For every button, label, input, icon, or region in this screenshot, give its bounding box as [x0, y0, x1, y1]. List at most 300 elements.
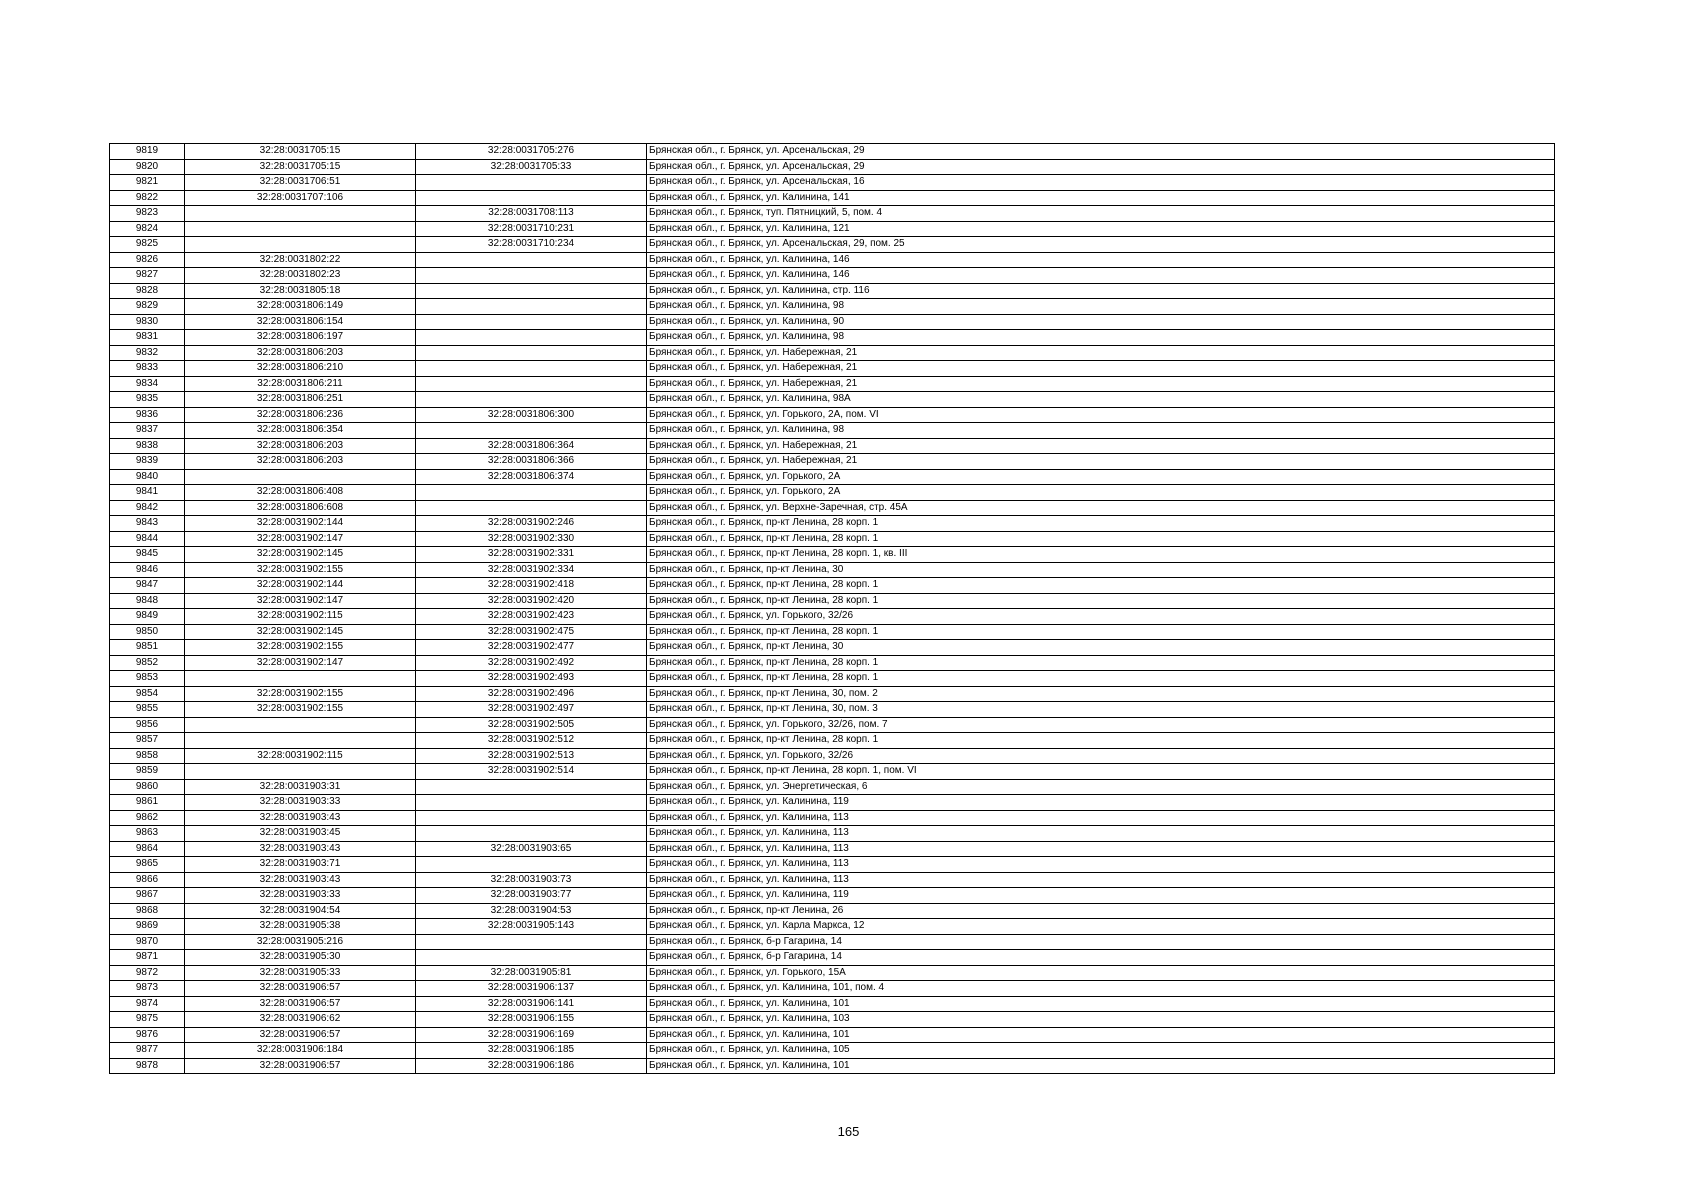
parent-cadastral-number-cell: 32:28:0031806:149: [185, 299, 416, 315]
cadastral-number-cell: 32:28:0031906:169: [416, 1027, 647, 1043]
parent-cadastral-number-cell: [185, 764, 416, 780]
table-row: [110, 516, 1555, 532]
parent-cadastral-number-cell: 32:28:0031902:144: [185, 516, 416, 532]
parent-cadastral-number-cell: 32:28:0031902:145: [185, 547, 416, 563]
cadastral-number-cell: [416, 950, 647, 966]
parent-cadastral-number-cell: 32:28:0031903:43: [185, 810, 416, 826]
row-number-cell: 9876: [110, 1027, 185, 1043]
table-row: [110, 872, 1555, 888]
cadastral-number-cell: 32:28:0031902:330: [416, 531, 647, 547]
table-row: [110, 299, 1555, 315]
cadastral-number-cell: [416, 268, 647, 284]
row-number-cell: 9845: [110, 547, 185, 563]
row-number-cell: 9824: [110, 221, 185, 237]
row-number-cell: 9847: [110, 578, 185, 594]
address-cell: Брянская обл., г. Брянск, ул. Набережная, 21: [647, 361, 1555, 377]
row-number-cell: 9857: [110, 733, 185, 749]
row-number-cell: 9822: [110, 190, 185, 206]
row-number-cell: 9823: [110, 206, 185, 222]
address-cell: Брянская обл., г. Брянск, пр-кт Ленина, 28 корп. 1, кв. III: [647, 547, 1555, 563]
parent-cadastral-number-cell: 32:28:0031902:115: [185, 748, 416, 764]
table-row: [110, 857, 1555, 873]
table-row: [110, 965, 1555, 981]
parent-cadastral-number-cell: 32:28:0031902:145: [185, 624, 416, 640]
cadastral-number-cell: 32:28:0031906:185: [416, 1043, 647, 1059]
table-row: [110, 640, 1555, 656]
table-row: [110, 1043, 1555, 1059]
row-number-cell: 9856: [110, 717, 185, 733]
row-number-cell: 9855: [110, 702, 185, 718]
row-number-cell: 9863: [110, 826, 185, 842]
parent-cadastral-number-cell: 32:28:0031902:155: [185, 640, 416, 656]
parent-cadastral-number-cell: 32:28:0031903:33: [185, 795, 416, 811]
address-cell: Брянская обл., г. Брянск, ул. Калинина, 98А: [647, 392, 1555, 408]
parent-cadastral-number-cell: 32:28:0031805:18: [185, 283, 416, 299]
address-cell: Брянская обл., г. Брянск, ул. Горького, 15А: [647, 965, 1555, 981]
table-row: [110, 190, 1555, 206]
row-number-cell: 9862: [110, 810, 185, 826]
address-cell: Брянская обл., г. Брянск, ул. Калинина, 113: [647, 810, 1555, 826]
parent-cadastral-number-cell: 32:28:0031902:147: [185, 531, 416, 547]
cadastral-number-cell: 32:28:0031902:418: [416, 578, 647, 594]
cadastral-number-cell: [416, 330, 647, 346]
cadastral-number-cell: 32:28:0031902:423: [416, 609, 647, 625]
address-cell: Брянская обл., г. Брянск, ул. Набережная, 21: [647, 345, 1555, 361]
parent-cadastral-number-cell: 32:28:0031705:15: [185, 159, 416, 175]
cadastral-number-cell: [416, 314, 647, 330]
cadastral-number-cell: 32:28:0031905:81: [416, 965, 647, 981]
parent-cadastral-number-cell: 32:28:0031806:210: [185, 361, 416, 377]
row-number-cell: 9848: [110, 593, 185, 609]
parent-cadastral-number-cell: [185, 671, 416, 687]
address-cell: Брянская обл., г. Брянск, ул. Энергетическая, 6: [647, 779, 1555, 795]
row-number-cell: 9875: [110, 1012, 185, 1028]
parent-cadastral-number-cell: 32:28:0031906:57: [185, 1027, 416, 1043]
parent-cadastral-number-cell: [185, 221, 416, 237]
parent-cadastral-number-cell: 32:28:0031802:23: [185, 268, 416, 284]
row-number-cell: 9864: [110, 841, 185, 857]
page-number: 165: [837, 1124, 860, 1139]
row-number-cell: 9853: [110, 671, 185, 687]
table-row: [110, 500, 1555, 516]
row-number-cell: 9840: [110, 469, 185, 485]
parent-cadastral-number-cell: 32:28:0031806:197: [185, 330, 416, 346]
row-number-cell: 9836: [110, 407, 185, 423]
parent-cadastral-number-cell: [185, 469, 416, 485]
cadastral-number-cell: 32:28:0031902:477: [416, 640, 647, 656]
parent-cadastral-number-cell: 32:28:0031903:45: [185, 826, 416, 842]
parent-cadastral-number-cell: 32:28:0031806:203: [185, 345, 416, 361]
row-number-cell: 9867: [110, 888, 185, 904]
parent-cadastral-number-cell: 32:28:0031902:155: [185, 562, 416, 578]
parent-cadastral-number-cell: 32:28:0031806:608: [185, 500, 416, 516]
table-row: [110, 1012, 1555, 1028]
parent-cadastral-number-cell: 32:28:0031906:184: [185, 1043, 416, 1059]
address-cell: Брянская обл., г. Брянск, пр-кт Ленина, 28 корп. 1: [647, 516, 1555, 532]
cadastral-number-cell: [416, 826, 647, 842]
cadastral-number-cell: [416, 361, 647, 377]
parent-cadastral-number-cell: 32:28:0031903:33: [185, 888, 416, 904]
table-row: [110, 624, 1555, 640]
address-cell: Брянская обл., г. Брянск, ул. Калинина, 90: [647, 314, 1555, 330]
parent-cadastral-number-cell: [185, 237, 416, 253]
cadastral-number-cell: 32:28:0031902:493: [416, 671, 647, 687]
table-row: [110, 655, 1555, 671]
parent-cadastral-number-cell: 32:28:0031902:155: [185, 686, 416, 702]
address-cell: Брянская обл., г. Брянск, пр-кт Ленина, 30: [647, 640, 1555, 656]
parent-cadastral-number-cell: 32:28:0031905:216: [185, 934, 416, 950]
parent-cadastral-number-cell: 32:28:0031806:236: [185, 407, 416, 423]
cadastral-number-cell: [416, 190, 647, 206]
parent-cadastral-number-cell: 32:28:0031902:147: [185, 593, 416, 609]
row-number-cell: 9844: [110, 531, 185, 547]
row-number-cell: 9860: [110, 779, 185, 795]
cadastral-number-cell: [416, 392, 647, 408]
table-row: [110, 268, 1555, 284]
row-number-cell: 9832: [110, 345, 185, 361]
address-cell: Брянская обл., г. Брянск, ул. Калинина, 98: [647, 299, 1555, 315]
address-cell: Брянская обл., г. Брянск, пр-кт Ленина, 26: [647, 903, 1555, 919]
parent-cadastral-number-cell: 32:28:0031806:154: [185, 314, 416, 330]
table-row: [110, 733, 1555, 749]
table-row: [110, 376, 1555, 392]
cadastral-number-cell: 32:28:0031906:155: [416, 1012, 647, 1028]
parent-cadastral-number-cell: [185, 733, 416, 749]
row-number-cell: 9831: [110, 330, 185, 346]
table-row: [110, 934, 1555, 950]
cadastral-number-cell: [416, 283, 647, 299]
cadastral-number-cell: 32:28:0031806:300: [416, 407, 647, 423]
row-number-cell: 9861: [110, 795, 185, 811]
parent-cadastral-number-cell: [185, 717, 416, 733]
cadastral-number-cell: 32:28:0031902:420: [416, 593, 647, 609]
parent-cadastral-number-cell: 32:28:0031806:354: [185, 423, 416, 439]
table-row: [110, 237, 1555, 253]
address-cell: Брянская обл., г. Брянск, ул. Калинина, стр. 116: [647, 283, 1555, 299]
parent-cadastral-number-cell: 32:28:0031707:106: [185, 190, 416, 206]
address-cell: Брянская обл., г. Брянск, ул. Арсенальская, 16: [647, 175, 1555, 191]
table-row: [110, 330, 1555, 346]
parent-cadastral-number-cell: 32:28:0031905:38: [185, 919, 416, 935]
address-cell: Брянская обл., г. Брянск, пр-кт Ленина, 28 корп. 1: [647, 578, 1555, 594]
address-cell: Брянская обл., г. Брянск, ул. Набережная, 21: [647, 454, 1555, 470]
table-row: [110, 686, 1555, 702]
row-number-cell: 9872: [110, 965, 185, 981]
cadastral-number-cell: 32:28:0031902:505: [416, 717, 647, 733]
row-number-cell: 9852: [110, 655, 185, 671]
cadastral-number-cell: 32:28:0031902:497: [416, 702, 647, 718]
table-row: [110, 423, 1555, 439]
row-number-cell: 9866: [110, 872, 185, 888]
address-cell: Брянская обл., г. Брянск, б-р Гагарина, 14: [647, 934, 1555, 950]
parent-cadastral-number-cell: 32:28:0031906:57: [185, 996, 416, 1012]
cadastral-number-cell: 32:28:0031806:374: [416, 469, 647, 485]
address-cell: Брянская обл., г. Брянск, пр-кт Ленина, 28 корп. 1: [647, 655, 1555, 671]
cadastral-number-cell: 32:28:0031903:65: [416, 841, 647, 857]
row-number-cell: 9878: [110, 1058, 185, 1074]
row-number-cell: 9839: [110, 454, 185, 470]
address-cell: Брянская обл., г. Брянск, пр-кт Ленина, 30, пом. 3: [647, 702, 1555, 718]
row-number-cell: 9834: [110, 376, 185, 392]
cadastral-number-cell: [416, 252, 647, 268]
cadastral-number-cell: [416, 779, 647, 795]
address-cell: Брянская обл., г. Брянск, ул. Горького, 32/26, пом. 7: [647, 717, 1555, 733]
cadastral-number-cell: [416, 175, 647, 191]
parent-cadastral-number-cell: 32:28:0031903:31: [185, 779, 416, 795]
table-row: [110, 888, 1555, 904]
parent-cadastral-number-cell: 32:28:0031806:211: [185, 376, 416, 392]
address-cell: Брянская обл., г. Брянск, ул. Калинина, 113: [647, 841, 1555, 857]
row-number-cell: 9833: [110, 361, 185, 377]
cadastral-number-cell: 32:28:0031806:364: [416, 438, 647, 454]
cadastral-number-cell: 32:28:0031902:496: [416, 686, 647, 702]
address-cell: Брянская обл., г. Брянск, ул. Калинина, 113: [647, 857, 1555, 873]
table-row: [110, 1027, 1555, 1043]
address-cell: Брянская обл., г. Брянск, пр-кт Ленина, 28 корп. 1: [647, 624, 1555, 640]
table-row: [110, 314, 1555, 330]
cadastral-number-cell: 32:28:0031902:513: [416, 748, 647, 764]
table-row: [110, 562, 1555, 578]
cadastral-number-cell: [416, 500, 647, 516]
row-number-cell: 9851: [110, 640, 185, 656]
table-row: [110, 407, 1555, 423]
cadastral-number-cell: [416, 299, 647, 315]
row-number-cell: 9871: [110, 950, 185, 966]
cadastral-number-cell: [416, 810, 647, 826]
row-number-cell: 9877: [110, 1043, 185, 1059]
row-number-cell: 9838: [110, 438, 185, 454]
address-cell: Брянская обл., г. Брянск, ул. Калинина, 101: [647, 1058, 1555, 1074]
cadastral-number-cell: 32:28:0031708:113: [416, 206, 647, 222]
table-row: [110, 547, 1555, 563]
address-cell: Брянская обл., г. Брянск, ул. Арсенальская, 29: [647, 144, 1555, 160]
cadastral-number-cell: 32:28:0031903:77: [416, 888, 647, 904]
table-row: [110, 392, 1555, 408]
parent-cadastral-number-cell: 32:28:0031802:22: [185, 252, 416, 268]
table-row: [110, 748, 1555, 764]
row-number-cell: 9837: [110, 423, 185, 439]
table-row: [110, 175, 1555, 191]
table-row: [110, 144, 1555, 160]
cadastral-number-cell: 32:28:0031905:143: [416, 919, 647, 935]
cadastral-number-cell: 32:28:0031705:276: [416, 144, 647, 160]
address-cell: Брянская обл., г. Брянск, ул. Калинина, 113: [647, 872, 1555, 888]
parent-cadastral-number-cell: 32:28:0031903:71: [185, 857, 416, 873]
table-row: [110, 252, 1555, 268]
address-cell: Брянская обл., г. Брянск, ул. Арсенальская, 29: [647, 159, 1555, 175]
address-cell: Брянская обл., г. Брянск, ул. Калинина, 146: [647, 268, 1555, 284]
table-row: [110, 903, 1555, 919]
table-row: [110, 795, 1555, 811]
row-number-cell: 9819: [110, 144, 185, 160]
table-row: [110, 593, 1555, 609]
table-row: [110, 283, 1555, 299]
address-cell: Брянская обл., г. Брянск, пр-кт Ленина, 28 корп. 1, пом. VI: [647, 764, 1555, 780]
address-cell: Брянская обл., г. Брянск, ул. Калинина, 121: [647, 221, 1555, 237]
table-row: [110, 826, 1555, 842]
cadastral-number-cell: 32:28:0031906:141: [416, 996, 647, 1012]
parent-cadastral-number-cell: 32:28:0031806:203: [185, 454, 416, 470]
cadastral-number-cell: 32:28:0031904:53: [416, 903, 647, 919]
address-cell: Брянская обл., г. Брянск, ул. Горького, 2А: [647, 469, 1555, 485]
address-cell: Брянская обл., г. Брянск, ул. Калинина, 101, пом. 4: [647, 981, 1555, 997]
address-cell: Брянская обл., г. Брянск, ул. Калинина, 103: [647, 1012, 1555, 1028]
table-row: [110, 919, 1555, 935]
cadastral-number-cell: 32:28:0031902:512: [416, 733, 647, 749]
table-row: [110, 717, 1555, 733]
cadastral-number-cell: [416, 934, 647, 950]
parent-cadastral-number-cell: 32:28:0031902:155: [185, 702, 416, 718]
row-number-cell: 9841: [110, 485, 185, 501]
row-number-cell: 9825: [110, 237, 185, 253]
table-row: [110, 454, 1555, 470]
row-number-cell: 9843: [110, 516, 185, 532]
parent-cadastral-number-cell: 32:28:0031905:33: [185, 965, 416, 981]
address-cell: Брянская обл., г. Брянск, пр-кт Ленина, 28 корп. 1: [647, 671, 1555, 687]
parent-cadastral-number-cell: 32:28:0031902:115: [185, 609, 416, 625]
parent-cadastral-number-cell: [185, 206, 416, 222]
row-number-cell: 9865: [110, 857, 185, 873]
cadastral-number-cell: 32:28:0031903:73: [416, 872, 647, 888]
row-number-cell: 9870: [110, 934, 185, 950]
row-number-cell: 9827: [110, 268, 185, 284]
cadastral-number-cell: 32:28:0031902:246: [416, 516, 647, 532]
parent-cadastral-number-cell: 32:28:0031706:51: [185, 175, 416, 191]
row-number-cell: 9826: [110, 252, 185, 268]
table-body: [110, 144, 1555, 1074]
address-cell: Брянская обл., г. Брянск, ул. Калинина, 105: [647, 1043, 1555, 1059]
address-cell: Брянская обл., г. Брянск, ул. Горького, 2А: [647, 485, 1555, 501]
address-cell: Брянская обл., г. Брянск, ул. Калинина, 113: [647, 826, 1555, 842]
row-number-cell: 9830: [110, 314, 185, 330]
parent-cadastral-number-cell: 32:28:0031806:251: [185, 392, 416, 408]
cadastral-number-cell: 32:28:0031902:475: [416, 624, 647, 640]
cadastral-number-cell: 32:28:0031906:137: [416, 981, 647, 997]
cadastral-number-cell: [416, 795, 647, 811]
parent-cadastral-number-cell: 32:28:0031806:203: [185, 438, 416, 454]
parent-cadastral-number-cell: 32:28:0031705:15: [185, 144, 416, 160]
row-number-cell: 9859: [110, 764, 185, 780]
address-cell: Брянская обл., г. Брянск, б-р Гагарина, 14: [647, 950, 1555, 966]
address-cell: Брянская обл., г. Брянск, ул. Карла Маркса, 12: [647, 919, 1555, 935]
cadastral-number-cell: 32:28:0031705:33: [416, 159, 647, 175]
address-cell: Брянская обл., г. Брянск, ул. Горького, 32/26: [647, 609, 1555, 625]
table-row: [110, 1058, 1555, 1074]
table-row: [110, 810, 1555, 826]
cadastral-number-cell: 32:28:0031902:334: [416, 562, 647, 578]
cadastral-number-cell: 32:28:0031710:234: [416, 237, 647, 253]
row-number-cell: 9828: [110, 283, 185, 299]
address-cell: Брянская обл., г. Брянск, ул. Калинина, 141: [647, 190, 1555, 206]
address-cell: Брянская обл., г. Брянск, ул. Арсенальская, 29, пом. 25: [647, 237, 1555, 253]
table-row: [110, 206, 1555, 222]
records-table: [109, 143, 1555, 1074]
table-row: [110, 221, 1555, 237]
row-number-cell: 9849: [110, 609, 185, 625]
row-number-cell: 9874: [110, 996, 185, 1012]
parent-cadastral-number-cell: 32:28:0031903:43: [185, 872, 416, 888]
address-cell: Брянская обл., г. Брянск, ул. Верхне-Заречная, стр. 45А: [647, 500, 1555, 516]
table-row: [110, 578, 1555, 594]
row-number-cell: 9821: [110, 175, 185, 191]
parent-cadastral-number-cell: 32:28:0031806:408: [185, 485, 416, 501]
cadastral-number-cell: [416, 376, 647, 392]
address-cell: Брянская обл., г. Брянск, пр-кт Ленина, 30, пом. 2: [647, 686, 1555, 702]
table-row: [110, 671, 1555, 687]
cadastral-number-cell: [416, 345, 647, 361]
address-cell: Брянская обл., г. Брянск, ул. Калинина, 101: [647, 996, 1555, 1012]
cadastral-number-cell: 32:28:0031906:186: [416, 1058, 647, 1074]
row-number-cell: 9873: [110, 981, 185, 997]
address-cell: Брянская обл., г. Брянск, пр-кт Ленина, 30: [647, 562, 1555, 578]
table-row: [110, 996, 1555, 1012]
address-cell: Брянская обл., г. Брянск, ул. Калинина, 146: [647, 252, 1555, 268]
address-cell: Брянская обл., г. Брянск, ул. Калинина, 101: [647, 1027, 1555, 1043]
parent-cadastral-number-cell: 32:28:0031902:147: [185, 655, 416, 671]
parent-cadastral-number-cell: 32:28:0031906:57: [185, 981, 416, 997]
table-row: [110, 485, 1555, 501]
table-row: [110, 779, 1555, 795]
address-cell: Брянская обл., г. Брянск, ул. Калинина, 98: [647, 330, 1555, 346]
cadastral-number-cell: [416, 485, 647, 501]
table-row: [110, 469, 1555, 485]
row-number-cell: 9835: [110, 392, 185, 408]
cadastral-number-cell: 32:28:0031902:492: [416, 655, 647, 671]
address-cell: Брянская обл., г. Брянск, ул. Калинина, 119: [647, 795, 1555, 811]
parent-cadastral-number-cell: 32:28:0031906:57: [185, 1058, 416, 1074]
address-cell: Брянская обл., г. Брянск, ул. Набережная, 21: [647, 438, 1555, 454]
row-number-cell: 9846: [110, 562, 185, 578]
table-row: [110, 841, 1555, 857]
parent-cadastral-number-cell: 32:28:0031905:30: [185, 950, 416, 966]
row-number-cell: 9829: [110, 299, 185, 315]
table-row: [110, 609, 1555, 625]
table-row: [110, 702, 1555, 718]
row-number-cell: 9820: [110, 159, 185, 175]
row-number-cell: 9842: [110, 500, 185, 516]
cadastral-number-cell: [416, 423, 647, 439]
parent-cadastral-number-cell: 32:28:0031903:43: [185, 841, 416, 857]
table-row: [110, 981, 1555, 997]
table-row: [110, 950, 1555, 966]
table-row: [110, 159, 1555, 175]
address-cell: Брянская обл., г. Брянск, ул. Калинина, 98: [647, 423, 1555, 439]
address-cell: Брянская обл., г. Брянск, пр-кт Ленина, 28 корп. 1: [647, 733, 1555, 749]
table-row: [110, 531, 1555, 547]
row-number-cell: 9854: [110, 686, 185, 702]
row-number-cell: 9869: [110, 919, 185, 935]
row-number-cell: 9858: [110, 748, 185, 764]
cadastral-number-cell: 32:28:0031710:231: [416, 221, 647, 237]
cadastral-number-cell: 32:28:0031902:514: [416, 764, 647, 780]
table-row: [110, 345, 1555, 361]
row-number-cell: 9868: [110, 903, 185, 919]
cadastral-number-cell: 32:28:0031806:366: [416, 454, 647, 470]
parent-cadastral-number-cell: 32:28:0031902:144: [185, 578, 416, 594]
cadastral-number-cell: 32:28:0031902:331: [416, 547, 647, 563]
parent-cadastral-number-cell: 32:28:0031904:54: [185, 903, 416, 919]
table-row: [110, 438, 1555, 454]
address-cell: Брянская обл., г. Брянск, туп. Пятницкий, 5, пом. 4: [647, 206, 1555, 222]
table-row: [110, 764, 1555, 780]
row-number-cell: 9850: [110, 624, 185, 640]
address-cell: Брянская обл., г. Брянск, ул. Горького, 32/26: [647, 748, 1555, 764]
table-row: [110, 361, 1555, 377]
cadastral-number-cell: [416, 857, 647, 873]
address-cell: Брянская обл., г. Брянск, пр-кт Ленина, 28 корп. 1: [647, 593, 1555, 609]
address-cell: Брянская обл., г. Брянск, пр-кт Ленина, 28 корп. 1: [647, 531, 1555, 547]
parent-cadastral-number-cell: 32:28:0031906:62: [185, 1012, 416, 1028]
